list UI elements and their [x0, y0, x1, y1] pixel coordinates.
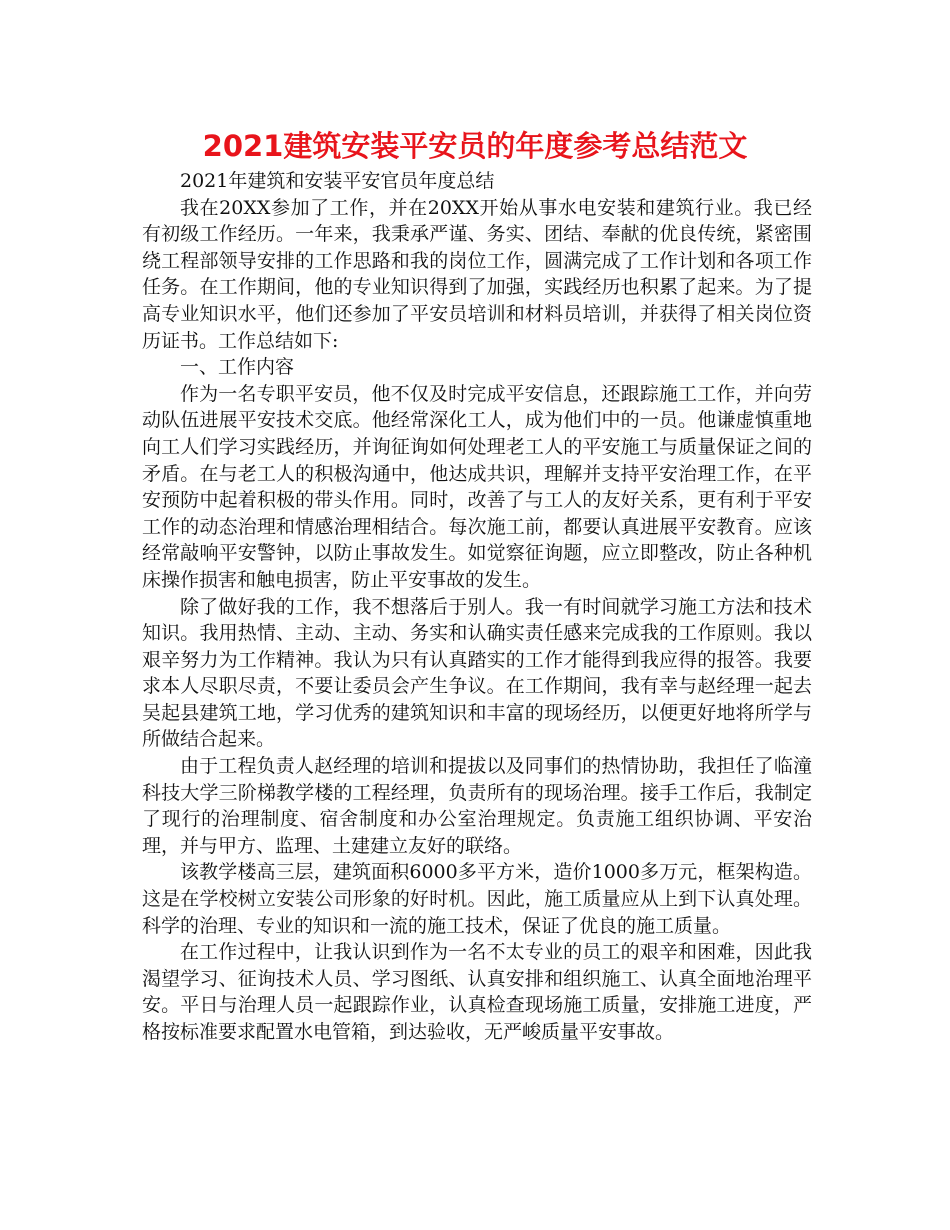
paragraph-teaching-building: 该教学楼高三层，建筑面积6000多平方米，造价1000多万元，框架构造。这是在学校树立安装公司形象的好时机。因此，施工质量应从上到下认真处理。科学的治理、专业的知识和一流的施工技术，保证了优良的施工质量。 [142, 861, 812, 937]
paragraph-learning: 除了做好我的工作，我不想落后于别人。我一有时间就学习施工方法和技术知识。我用热情、主动、主动、务实和认确实责任感来完成我的工作原则。我以艰辛努力为工作精神。我认为只有认真踏实的工作才能得到我应得的报答。我要求本人尽职尽责，不要让委员会产生争议。在工作期间，我有幸与赵经理一起去吴起县建筑工地，学习优秀的建筑知识和丰富的现场经历，以便更好地将所学与所做结合起来。 [142, 595, 812, 751]
paragraph-safety-officer: 作为一名专职平安员，他不仅及时完成平安信息，还跟踪施工工作，并向劳动队伍进展平安技术交底。他经常深化工人，成为他们中的一员。他谦虚慎重地向工人们学习实践经历，并询征询如何处理老工人的平安施工与质量保证之间的矛盾。在与老工人的积极沟通中，他达成共识，理解并支持平安治理工作，在平安预防中起着积极的带头作用。同时，改善了与工人的友好关系，更有利于平安工作的动态治理和情感治理相结合。每次施工前，都要认真进展平安教育。应该经常敲响平安警钟，以防止事故发生。如觉察征询题，应立即整改，防止各种机床操作损害和触电损害，防止平安事故的发生。 [142, 382, 812, 591]
paragraph-intro: 我在20XX参加了工作，并在20XX开始从事水电安装和建筑行业。我已经有初级工作经历。一年来，我秉承严谨、务实、团结、奉献的优良传统，紧密围绕工程部领导安排的工作思路和我的岗位工作，圆满完成了工作计划和各项工作任务。在工作期间，他的专业知识得到了加强，实践经历也积累了起来。为了提高专业知识水平，他们还参加了平安员培训和材料员培训，并获得了相关岗位资历证书。工作总结如下: [142, 196, 812, 352]
document-body [142, 168, 812, 1046]
paragraph-subtitle: 2021年建筑和安装平安官员年度总结 [180, 170, 495, 192]
paragraph-project-manager: 由于工程负责人赵经理的培训和提拔以及同事们的热情协助，我担任了临潼科技大学三阶梯教学楼的工程经理，负责所有的现场治理。接手工作后，我制定了现行的治理制度、宿舍制度和办公室治理规定。负责施工组织协调、平安治理，并与甲方、监理、土建建立友好的联络。 [142, 755, 812, 857]
paragraph-work-process: 在工作过程中，让我认识到作为一名不太专业的员工的艰辛和困难，因此我渴望学习、征询技术人员、学习图纸、认真安排和组织施工、认真全面地治理平安。平日与治理人员一起跟踪作业，认真检查现场施工质量，安排施工进度，严格按标准要求配置水电管箱，到达验收，无严峻质量平安事故。 [142, 941, 812, 1043]
section-heading-work-content: 一、工作内容 [180, 356, 295, 379]
document-title: 2021建筑安装平安员的年度参考总结范文 [202, 129, 748, 163]
